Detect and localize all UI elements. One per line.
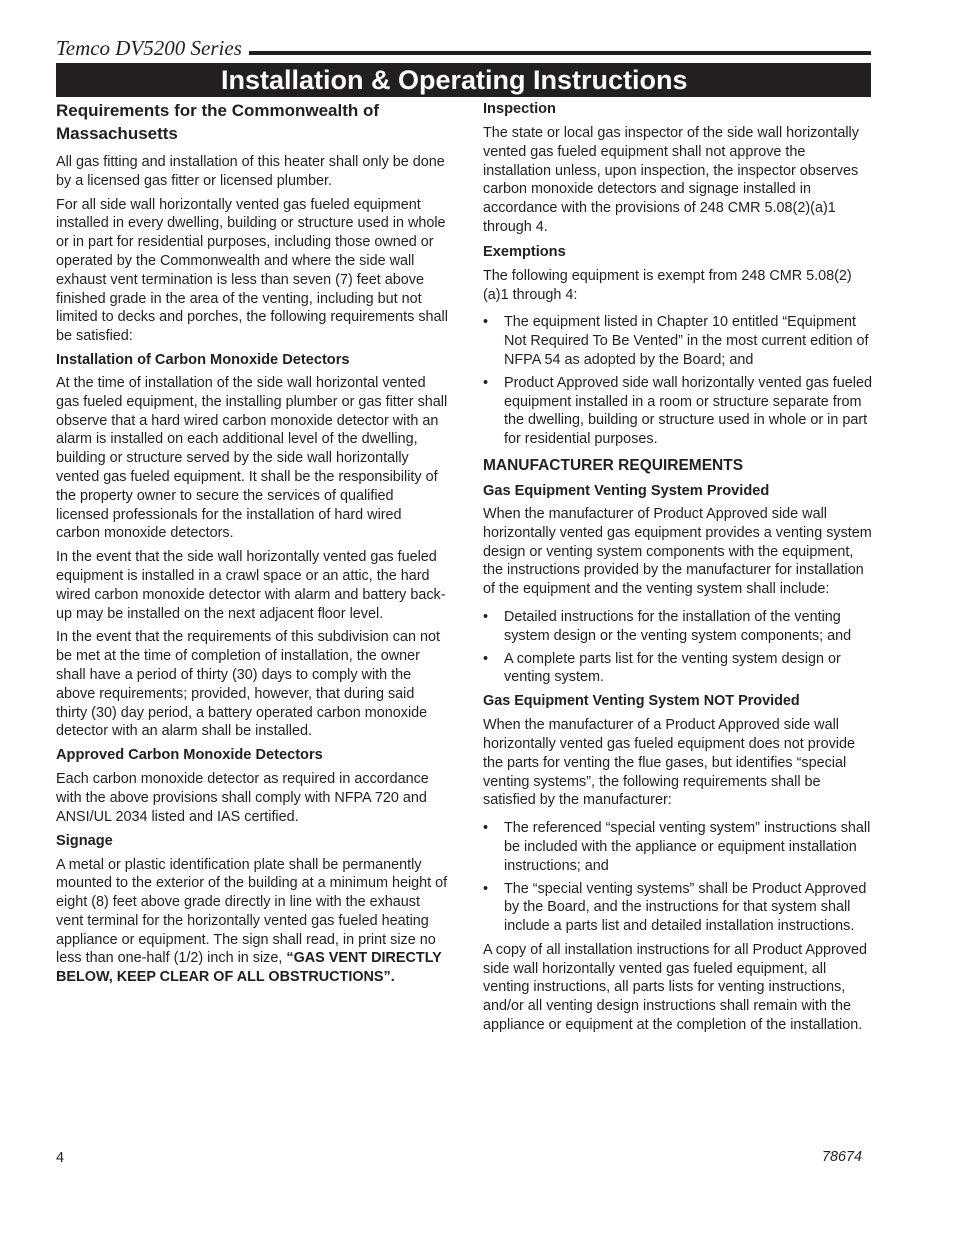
header-rule bbox=[249, 51, 871, 55]
list-item-text: The referenced “special venting system” instructions shall be included with the appliance or equipment installation instructions; and bbox=[504, 820, 871, 874]
bullet-icon: • bbox=[483, 314, 489, 331]
paragraph-approved-co: Each carbon monoxide detector as required in accordance with the above provisions shall comply with NFPA 720 and ANSI/UL 2034 listed and IAS certified. bbox=[56, 771, 429, 825]
page-number: 4 bbox=[56, 1150, 65, 1166]
paragraph-co-installation: At the time of installation of the side wall horizontal vented gas fueled equipment, the installing plumber or gas fitter shall observe that a hard wired carbon monoxide detector with an alarm is installed on each additional level of the dwelling, building or structure served by the side wall horizontally vented gas fueled equipment. It shall be the responsibility of the property owner to secure the services of qualified licensed professionals for the installation of hard wired carbon monoxide detectors. bbox=[56, 374, 448, 542]
heading-manufacturer-requirements: MANUFACTURER REQUIREMENTS bbox=[483, 456, 744, 474]
heading-installation-co-detectors: Installation of Carbon Monoxide Detectors bbox=[56, 351, 350, 368]
right-column bbox=[483, 100, 873, 1035]
paragraph-signage bbox=[56, 856, 448, 988]
venting-provided-list bbox=[483, 608, 873, 687]
list-item bbox=[483, 374, 873, 449]
bullet-icon: • bbox=[483, 374, 489, 391]
paragraph-exemptions: The following equipment is exempt from 248 CMR 5.08(2)(a)1 through 4: bbox=[483, 267, 852, 303]
paragraph-crawl-space: In the event that the side wall horizontally vented gas fueled equipment is installed in a crawl space or an attic, the hard wired carbon monoxide detector with alarm and battery back-up may be installed on the next adjacent floor level. bbox=[56, 549, 446, 622]
exemptions-list bbox=[483, 313, 873, 449]
paragraph-inspection: The state or local gas inspector of the side wall horizontally vented gas fueled equipment shall not approve the installation unless, upon inspection, the inspector observes carbon monoxide detectors and signage installed in accordance with the provisions of 248 CMR 5.08(2)(a)1 through 4. bbox=[483, 125, 859, 235]
series-name: Temco DV5200 Series bbox=[56, 36, 242, 60]
venting-not-provided-list bbox=[483, 819, 873, 936]
list-item bbox=[483, 608, 873, 646]
document-number: 78674 bbox=[822, 1149, 863, 1165]
heading-venting-not-provided: Gas Equipment Venting System NOT Provided bbox=[483, 693, 800, 710]
heading-inspection: Inspection bbox=[483, 101, 556, 117]
list-item bbox=[483, 819, 873, 875]
bullet-icon: • bbox=[483, 820, 489, 837]
heading-approved-co-detectors: Approved Carbon Monoxide Detectors bbox=[56, 747, 323, 764]
paragraph-venting-provided: When the manufacturer of Product Approved side wall horizontally vented gas equipment provides a venting system design or venting system components with the equipment, the instructions provided by the manufacturer for installation of the equipment and the venting system shall include: bbox=[483, 505, 872, 598]
signage-warning-text: “GAS VENT DIRECTLY BELOW, KEEP CLEAR OF ALL OBSTRUCTIONS”. bbox=[56, 950, 442, 986]
bullet-icon: • bbox=[483, 650, 489, 667]
page-title: Installation & Operating Instructions bbox=[56, 63, 871, 97]
list-item-text: Detailed instructions for the installation of the venting system design or the venting system components; and bbox=[504, 608, 852, 644]
bullet-icon: • bbox=[483, 880, 489, 897]
paragraph-licensed-fitter: All gas fitting and installation of this heater shall only be done by a licensed gas fitter or licensed plumber. bbox=[56, 154, 445, 189]
paragraph-thirty-days: In the event that the requirements of this subdivision can not be met at the time of completion of installation, the owner shall have a period of thirty (30) days to comply with the above requirements; provided, however, that during said thirty (30) day period, a battery operated carbon monoxide detector with an alarm shall be installed. bbox=[56, 629, 440, 740]
paragraph-installation-copy: A copy of all installation instructions for all Product Approved side wall horizontally vented gas fueled equipment, all venting instructions, all parts lists for venting instructions, and/or all venting design instructions shall remain with the appliance or equipment at the completion of the installation. bbox=[483, 941, 867, 1034]
list-item-text: A complete parts list for the venting system design or venting system. bbox=[504, 650, 841, 686]
left-column bbox=[56, 100, 448, 987]
list-item-text: Product Approved side wall horizontally vented gas fueled equipment installed in a room or structure separate from the dwelling, building or structure used in whole or in part for residential purposes. bbox=[504, 374, 872, 448]
list-item-text: The equipment listed in Chapter 10 entitled “Equipment Not Required To Be Vented” in the most current edition of NFPA 54 as adopted by the Board; and bbox=[504, 314, 869, 368]
list-item bbox=[483, 650, 873, 688]
paragraph-side-wall-requirements: For all side wall horizontally vented gas fueled equipment installed in every dwelling, building or structure used in whole or in part for residential purposes, including those owned or operated by the Commonwealth and where the side wall exhaust vent termination is less than seven (7) feet above finished grade in the area of the venting, including but not limited to decks and porches, the following requirements shall be satisfied: bbox=[56, 196, 448, 345]
list-item bbox=[483, 880, 873, 936]
heading-signage: Signage bbox=[56, 832, 113, 849]
list-item bbox=[483, 313, 873, 369]
section-heading-massachusetts: Requirements for the Commonwealth of Massachusetts bbox=[56, 101, 380, 143]
heading-exemptions: Exemptions bbox=[483, 243, 566, 260]
paragraph-venting-not-provided: When the manufacturer of a Product Approved side wall horizontally vented gas fueled equipment does not provide the parts for venting the flue gases, but identifies “special venting systems”, the following requirements shall be satisfied by the manufacturer: bbox=[483, 717, 856, 809]
list-item-text: The “special venting systems” shall be Product Approved by the Board, and the instructions for that system shall include a parts list and detailed installation instructions. bbox=[504, 880, 867, 935]
heading-venting-provided: Gas Equipment Venting System Provided bbox=[483, 482, 770, 499]
signage-text: A metal or plastic identification plate shall be permanently mounted to the exterior of the building at a minimum height of eight (8) feet above grade directly in line with the exhaust vent terminal for the horizontally vented gas fueled heating appliance or equipment. The sign shall read, in print size no less than one-half (1/2) inch in size, bbox=[56, 856, 448, 967]
bullet-icon: • bbox=[483, 608, 489, 625]
